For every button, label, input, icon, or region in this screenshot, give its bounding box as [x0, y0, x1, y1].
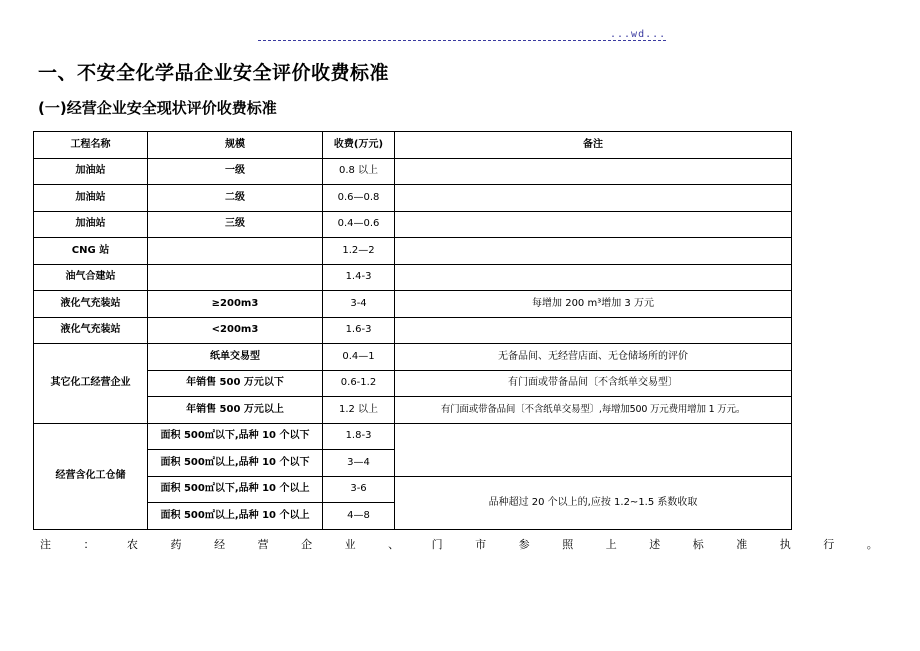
table-row — [34, 291, 792, 318]
project-name: 加油站 — [34, 185, 148, 212]
footnote-char: 注 — [40, 538, 51, 551]
scale-cell — [148, 238, 323, 265]
fee-cell: 0.6—0.8 — [323, 185, 395, 212]
footnote-char: 门 — [431, 538, 443, 551]
fee-cell: 3-4 — [323, 291, 395, 318]
note-cell — [395, 264, 792, 291]
footnote-char: 准 — [736, 538, 748, 551]
scale-cell: 面积 500㎡以下,品种 10 个以上 — [148, 476, 323, 503]
col-header-fee: 收费(万元) — [323, 132, 395, 159]
header-mark: ...wd... — [610, 29, 667, 40]
note-cell — [395, 211, 792, 238]
table-row — [34, 238, 792, 265]
project-name: 加油站 — [34, 158, 148, 185]
scale-cell: 年销售 500 万元以下 — [148, 370, 323, 397]
fee-cell: 1.8-3 — [323, 423, 395, 450]
scale-cell: 面积 500㎡以上,品种 10 个以下 — [148, 450, 323, 477]
note-cell — [395, 317, 792, 344]
note-cell: 每增加 200 m³增加 3 万元 — [395, 291, 792, 318]
table-row — [34, 264, 792, 291]
scale-cell: 年销售 500 万元以上 — [148, 397, 323, 424]
fee-cell: 0.4—1 — [323, 344, 395, 371]
scale-cell: <200m3 — [148, 317, 323, 344]
fee-cell: 0.4—0.6 — [323, 211, 395, 238]
footnote-char: ： — [83, 538, 95, 551]
scale-cell: 二级 — [148, 185, 323, 212]
footnote-char: 执 — [779, 538, 791, 551]
project-name: CNG 站 — [34, 238, 148, 265]
table-row — [34, 211, 792, 238]
table-row — [34, 185, 792, 212]
footnote-char: 业 — [344, 538, 356, 551]
footnote-char: 药 — [170, 538, 182, 551]
table-row — [34, 344, 792, 371]
table-row — [34, 370, 792, 397]
project-name: 加油站 — [34, 211, 148, 238]
scale-cell: 一级 — [148, 158, 323, 185]
fee-cell: 3-6 — [323, 476, 395, 503]
fee-cell: 1.4-3 — [323, 264, 395, 291]
footnote-char: 经 — [214, 538, 226, 551]
page-title: 一、不安全化学品企业安全评价收费标准 — [38, 62, 390, 84]
fee-cell: 1.2—2 — [323, 238, 395, 265]
header-rule — [258, 40, 666, 41]
note-cell — [395, 158, 792, 185]
note-cell: 有门面或带备品间〔不含纸单交易型〕 — [395, 370, 792, 397]
table-row — [34, 476, 792, 503]
scale-cell: ≥200m3 — [148, 291, 323, 318]
col-header-project: 工程名称 — [34, 132, 148, 159]
fee-cell: 4—8 — [323, 503, 395, 530]
project-name: 油气合建站 — [34, 264, 148, 291]
footnote-char: 营 — [257, 538, 269, 551]
note-cell — [395, 238, 792, 265]
col-header-scale: 规模 — [148, 132, 323, 159]
footnote-char: 、 — [388, 538, 400, 551]
col-header-note: 备注 — [395, 132, 792, 159]
table-row — [34, 423, 792, 450]
footnote-char: 。 — [866, 538, 878, 551]
fee-cell: 3—4 — [323, 450, 395, 477]
note-cell-empty — [395, 423, 792, 476]
storage-note-cell: 品种超过 20 个以上的,应按 1.2~1.5 系数收取 — [395, 476, 792, 529]
fee-cell: 1.2 以上 — [323, 397, 395, 424]
footnote-char: 上 — [605, 538, 617, 551]
scale-cell — [148, 264, 323, 291]
fee-cell: 1.6-3 — [323, 317, 395, 344]
project-name: 液化气充装站 — [34, 291, 148, 318]
footnote-char: 照 — [562, 538, 574, 551]
footnote-char: 市 — [475, 538, 487, 551]
note-cell — [395, 185, 792, 212]
note-cell: 无备品间、无经营店面、无仓储场所的评价 — [395, 344, 792, 371]
scale-cell: 纸单交易型 — [148, 344, 323, 371]
project-name-storage: 经营含化工仓储 — [34, 423, 148, 529]
fee-cell: 0.6-1.2 — [323, 370, 395, 397]
fee-table — [33, 131, 792, 530]
project-name: 液化气充装站 — [34, 317, 148, 344]
footnote-char: 企 — [301, 538, 313, 551]
footnote — [40, 536, 878, 552]
table-row — [34, 158, 792, 185]
table-row — [34, 317, 792, 344]
footnote-char: 农 — [127, 538, 139, 551]
scale-cell: 面积 500㎡以上,品种 10 个以上 — [148, 503, 323, 530]
footnote-char: 述 — [649, 538, 661, 551]
fee-cell: 0.8 以上 — [323, 158, 395, 185]
note-cell: 有门面或带备品间〔不含纸单交易型〕,每增加500 万元费用增加 1 万元。 — [395, 397, 792, 424]
section-subtitle: (一)经营企业安全现状评价收费标准 — [38, 99, 277, 117]
footnote-char: 参 — [518, 538, 530, 551]
scale-cell: 三级 — [148, 211, 323, 238]
footnote-char: 标 — [692, 538, 704, 551]
footnote-char: 行 — [823, 538, 835, 551]
table-row — [34, 397, 792, 424]
table-header-row — [34, 132, 792, 159]
scale-cell: 面积 500㎡以下,品种 10 个以下 — [148, 423, 323, 450]
project-name-other-chemical: 其它化工经营企业 — [34, 344, 148, 424]
